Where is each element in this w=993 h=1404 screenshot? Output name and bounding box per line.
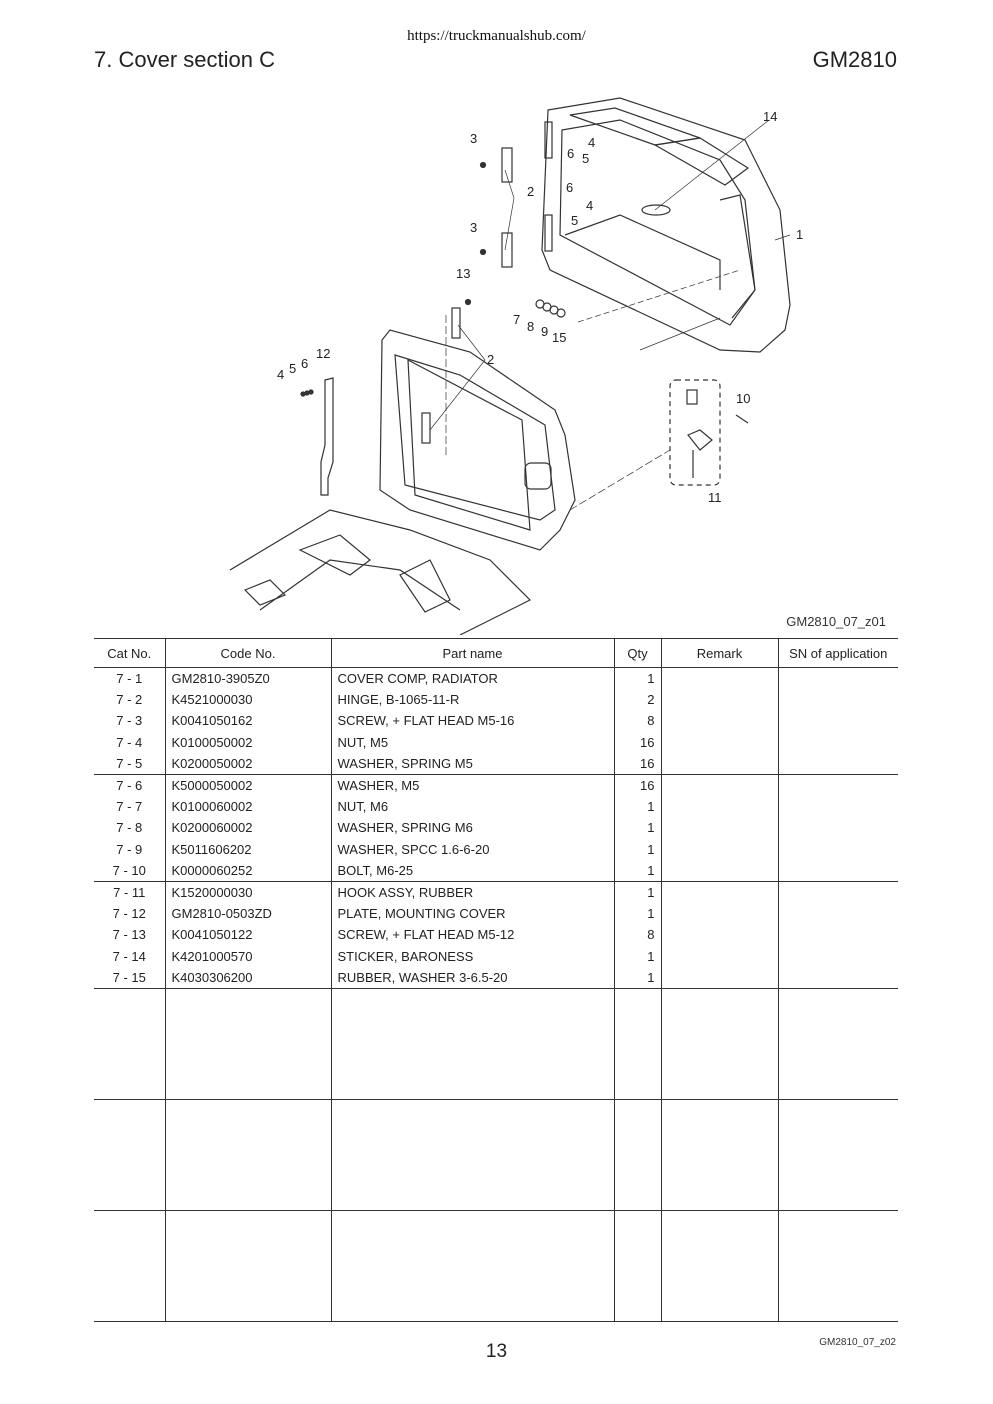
sn-cell [778,881,898,903]
remark-cell [661,817,778,838]
qty-cell: 8 [614,710,661,731]
table-header-row [94,639,898,668]
part-name-cell: HINGE, B-1065-11-R [331,689,614,710]
remark-cell [661,753,778,775]
table-row [94,689,898,710]
code-no-cell: K0000060252 [165,860,331,882]
code-no-cell: GM2810-0503ZD [165,903,331,924]
qty-cell: 1 [614,903,661,924]
table-row [94,817,898,838]
code-no-cell: K4201000570 [165,945,331,966]
sn-cell [778,903,898,924]
sn-cell [778,924,898,945]
source-url[interactable]: https://truckmanualshub.com/ [407,28,586,44]
callout-13: 13 [456,266,471,281]
callout-6b: 6 [566,180,574,195]
table-row [94,732,898,753]
table-row [94,924,898,945]
qty-cell: 1 [614,668,661,690]
qty-cell: 8 [614,924,661,945]
table-row [94,860,898,882]
cat-no-cell: 7 - 11 [113,884,146,900]
code-no-cell: K5000050002 [165,774,331,796]
callout-2: 2 [527,184,535,199]
qty-cell: 1 [614,817,661,838]
remark-cell [661,689,778,710]
column-header-part-name: Part name [331,639,614,668]
callout-9: 9 [541,324,549,339]
code-no-cell: K5011606202 [165,839,331,860]
table-row [94,903,898,924]
callout-3b: 3 [470,220,478,235]
callout-6c: 6 [301,356,309,371]
model-code: GM2810 [812,47,897,72]
callout-10: 10 [736,391,751,406]
part-name-cell: WASHER, M5 [331,774,614,796]
code-no-cell: K1520000030 [165,881,331,903]
cat-no-cell: 7 - 9 [116,841,143,857]
remark-cell [661,796,778,817]
code-no-cell: K4030306200 [165,967,331,989]
sn-cell [778,668,898,690]
sn-cell [778,967,898,989]
part-name-cell: RUBBER, WASHER 3-6.5-20 [331,967,614,989]
sn-cell [778,817,898,838]
cat-no-cell: 7 - 13 [112,927,146,943]
cat-no-cell: 7 - 10 [94,860,165,882]
callout-7: 7 [513,312,521,327]
callout-11: 11 [708,490,722,505]
cat-no-cell: 7 - 8 [116,820,143,836]
sn-cell [778,732,898,753]
cat-no-cell: 7 - 7 [116,799,143,815]
code-no-cell: K0100050002 [165,732,331,753]
empty-table-row [94,1099,898,1210]
parts-table [94,638,898,1322]
table-row [94,967,898,989]
cat-no-cell: 7 - 12 [112,906,146,922]
column-header-qty: Qty [614,639,661,668]
qty-cell: 1 [614,881,661,903]
figure-id: GM2810_07_z01 [786,614,886,629]
code-no-cell: K0100060002 [165,796,331,817]
callout-2b: 2 [487,352,495,367]
sn-cell [778,945,898,966]
column-header-remark: Remark [661,639,778,668]
code-no-cell: K0200060002 [165,817,331,838]
sn-cell [778,710,898,731]
remark-cell [661,732,778,753]
remark-cell [661,881,778,903]
remark-cell [661,967,778,989]
cat-no-cell: 7 - 2 [116,692,143,708]
sn-cell [778,689,898,710]
code-no-cell: GM2810-3905Z0 [165,668,331,690]
column-header-sn: SN of application [778,639,898,668]
code-no-cell: K0041050122 [165,924,331,945]
remark-cell [661,903,778,924]
callout-15: 15 [552,330,567,345]
remark-cell [661,860,778,882]
callout-4: 4 [588,135,596,150]
part-name-cell: SCREW, + FLAT HEAD M5-16 [331,710,614,731]
empty-table-row [94,988,898,1099]
table-row [94,881,898,903]
sn-cell [778,774,898,796]
qty-cell: 1 [614,945,661,966]
cat-no-cell: 7 - 6 [116,778,143,794]
callout-5b: 5 [571,213,579,228]
qty-cell: 2 [614,689,661,710]
remark-cell [661,945,778,966]
callout-12: 12 [316,346,331,361]
remark-cell [661,668,778,690]
part-name-cell: NUT, M5 [331,732,614,753]
cat-no-cell: 7 - 3 [116,713,143,729]
callout-4c: 4 [277,367,285,382]
footer-figure-id: GM2810_07_z02 [819,1337,896,1348]
callout-5c: 5 [289,361,297,376]
remark-cell [661,924,778,945]
callout-8: 8 [527,319,535,334]
table-row [94,796,898,817]
callout-6: 6 [567,146,575,161]
empty-table-row [94,1210,898,1321]
remark-cell [661,839,778,860]
callout-5: 5 [582,151,590,166]
qty-cell: 16 [614,732,661,753]
section-title: 7. Cover section C [94,47,275,72]
diagram-drawing [200,90,900,635]
part-name-cell: STICKER, BARONESS [331,945,614,966]
cat-no-cell: 7 - 1 [116,671,143,687]
part-name-cell: WASHER, SPCC 1.6-6-20 [331,839,614,860]
column-header-code-no: Code No. [165,639,331,668]
table-row [94,774,898,796]
callout-1: 1 [796,227,804,242]
code-no-cell: K0200050002 [165,753,331,775]
qty-cell: 1 [614,839,661,860]
code-no-cell: K0041050162 [165,710,331,731]
remark-cell [661,710,778,731]
remark-cell [661,774,778,796]
qty-cell: 16 [614,774,661,796]
part-name-cell: HOOK ASSY, RUBBER [331,881,614,903]
cat-no-cell: 7 - 4 [116,734,143,750]
table-row [94,839,898,860]
part-name-cell: SCREW, + FLAT HEAD M5-12 [331,924,614,945]
code-no-cell: K4521000030 [165,689,331,710]
sn-cell [778,839,898,860]
qty-cell: 1 [614,796,661,817]
qty-cell: 1 [614,860,661,882]
cat-no-cell: 7 - 5 [94,753,165,775]
part-name-cell: BOLT, M6-25 [331,860,614,882]
sn-cell [778,796,898,817]
exploded-parts-diagram [200,90,900,635]
column-header-cat-no: Cat No. [94,639,165,668]
cat-no-cell: 7 - 14 [112,948,146,964]
qty-cell: 1 [614,967,661,989]
callout-4b: 4 [586,198,594,213]
callout-3: 3 [470,131,478,146]
sn-cell [778,860,898,882]
sn-cell [778,753,898,775]
table-row [94,710,898,731]
table-row [94,945,898,966]
part-name-cell: NUT, M6 [331,796,614,817]
table-row [94,668,898,690]
part-name-cell: COVER COMP, RADIATOR [331,668,614,690]
cat-no-cell: 7 - 15 [94,967,165,989]
page-number: 13 [485,1341,508,1362]
callout-14: 14 [763,109,778,124]
table-row [94,753,898,775]
part-name-cell: WASHER, SPRING M5 [331,753,614,775]
qty-cell: 16 [614,753,661,775]
part-name-cell: PLATE, MOUNTING COVER [331,903,614,924]
part-name-cell: WASHER, SPRING M6 [331,817,614,838]
